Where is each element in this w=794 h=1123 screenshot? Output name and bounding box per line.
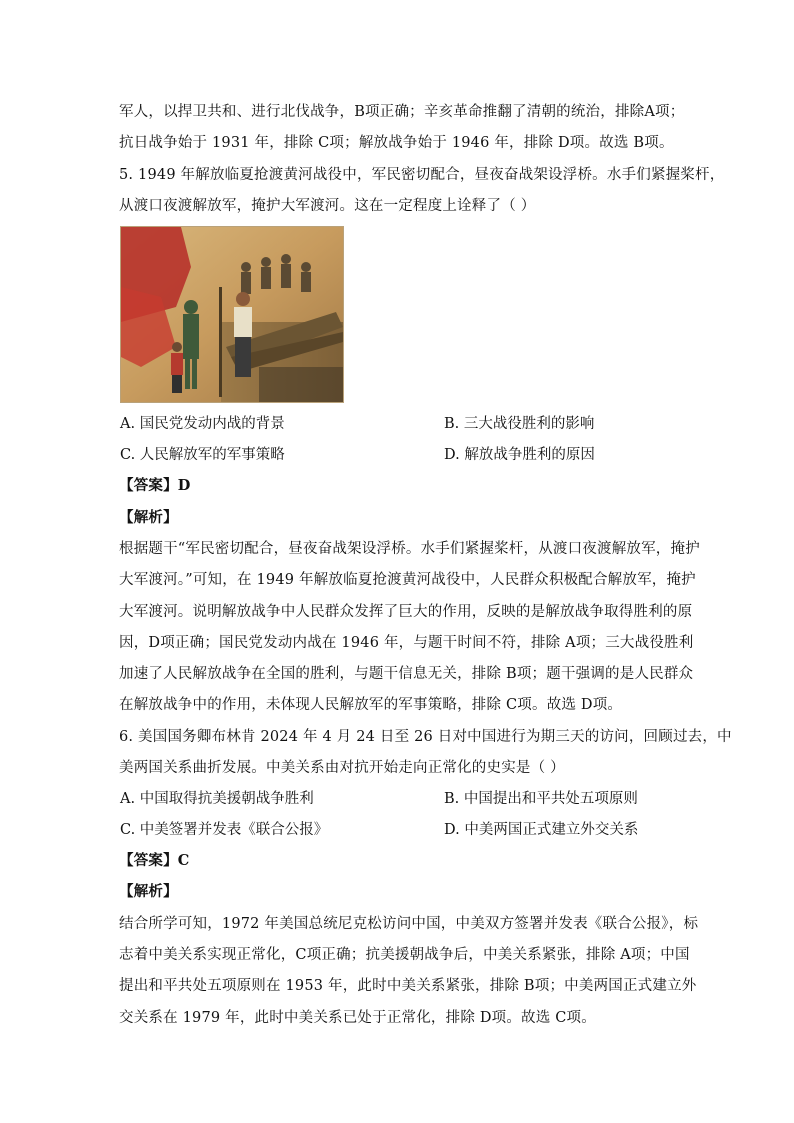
- question-6-analysis-line: 提出和平共处五项原则在 1953 年，此时中美关系紧张，排除 B项；中美两国正式建立外: [119, 978, 697, 994]
- question-6-analysis-line: 志着中美关系实现正常化，C项正确；抗美援朝战争后，中美关系紧张，排除 A项；中国: [119, 947, 690, 963]
- question-5-analysis-line: 加速了人民解放战争在全国的胜利，与题干信息无关，排除 B项；题干强调的是人民群众: [119, 666, 694, 682]
- prev-analysis-line-2: 抗日战争始于 1931 年，排除 C项；解放战争始于 1946 年，排除 D项。故选 B项。: [119, 135, 674, 151]
- question-5-analysis-line: 因，D项正确；国民党发动内战在 1946 年，与题干时间不符，排除 A项；三大战役胜利: [119, 635, 694, 651]
- question-6-option-b: B. 中国提出和平共处五项原则: [444, 791, 638, 807]
- question-6-answer: 【答案】C: [119, 852, 190, 869]
- question-6-stem-line-1: 6. 美国国务卿布林肯 2024 年 4 月 24 日至 26 日对中国进行为期三天的访问，回顾过去，中: [119, 729, 732, 745]
- question-6-analysis-label: 【解析】: [119, 883, 178, 900]
- question-5-analysis-line: 大军渡河。”可知，在 1949 年解放临夏抢渡黄河战役中，人民群众积极配合解放军，掩护: [119, 572, 696, 588]
- question-6-option-a: A. 中国取得抗美援朝战争胜利: [120, 791, 314, 807]
- question-5-option-a: A. 国民党发动内战的背景: [120, 416, 285, 432]
- question-6-option-d: D. 中美两国正式建立外交关系: [444, 822, 639, 838]
- question-6-option-c: C. 中美签署并发表《联合公报》: [120, 822, 329, 838]
- question-6-stem-line-2: 美两国关系曲折发展。中美关系由对抗开始走向正常化的史实是（ ）: [119, 760, 565, 776]
- question-6-analysis-line: 结合所学可知，1972 年美国总统尼克松访问中国，中美双方签署并发表《联合公报》，标: [119, 916, 699, 932]
- question-6-analysis-line: 交关系在 1979 年，此时中美关系已处于正常化，排除 D项。故选 C项。: [119, 1010, 596, 1026]
- river-crossing-painting-image: [121, 227, 343, 402]
- question-5-option-b: B. 三大战役胜利的影响: [444, 416, 595, 432]
- question-5-option-c: C. 人民解放军的军事策略: [120, 447, 285, 463]
- prev-analysis-line-1: 军人，以捍卫共和、进行北伐战争，B项正确；辛亥革命推翻了清朝的统治，排除A项；: [119, 104, 685, 120]
- question-5-painting: [120, 226, 344, 403]
- question-5-stem-line-2: 从渡口夜渡解放军，掩护大军渡河。这在一定程度上诠释了（ ）: [119, 198, 536, 214]
- question-5-stem-line-1: 5. 1949 年解放临夏抢渡黄河战役中，军民密切配合，昼夜奋战架设浮桥。水手们紧握桨杆，: [119, 167, 725, 183]
- question-5-analysis-line: 大军渡河。说明解放战争中人民群众发挥了巨大的作用，反映的是解放战争取得胜利的原: [119, 604, 693, 620]
- question-5-answer: 【答案】D: [119, 477, 191, 494]
- question-5-option-d: D. 解放战争胜利的原因: [444, 447, 595, 463]
- question-5-analysis-line: 根据题干“军民密切配合，昼夜奋战架设浮桥。水手们紧握桨杆，从渡口夜渡解放军，掩护: [119, 541, 700, 557]
- question-5-analysis-label: 【解析】: [119, 509, 178, 526]
- question-5-analysis-line: 在解放战争中的作用，未体现人民解放军的军事策略，排除 C项。故选 D项。: [119, 697, 623, 713]
